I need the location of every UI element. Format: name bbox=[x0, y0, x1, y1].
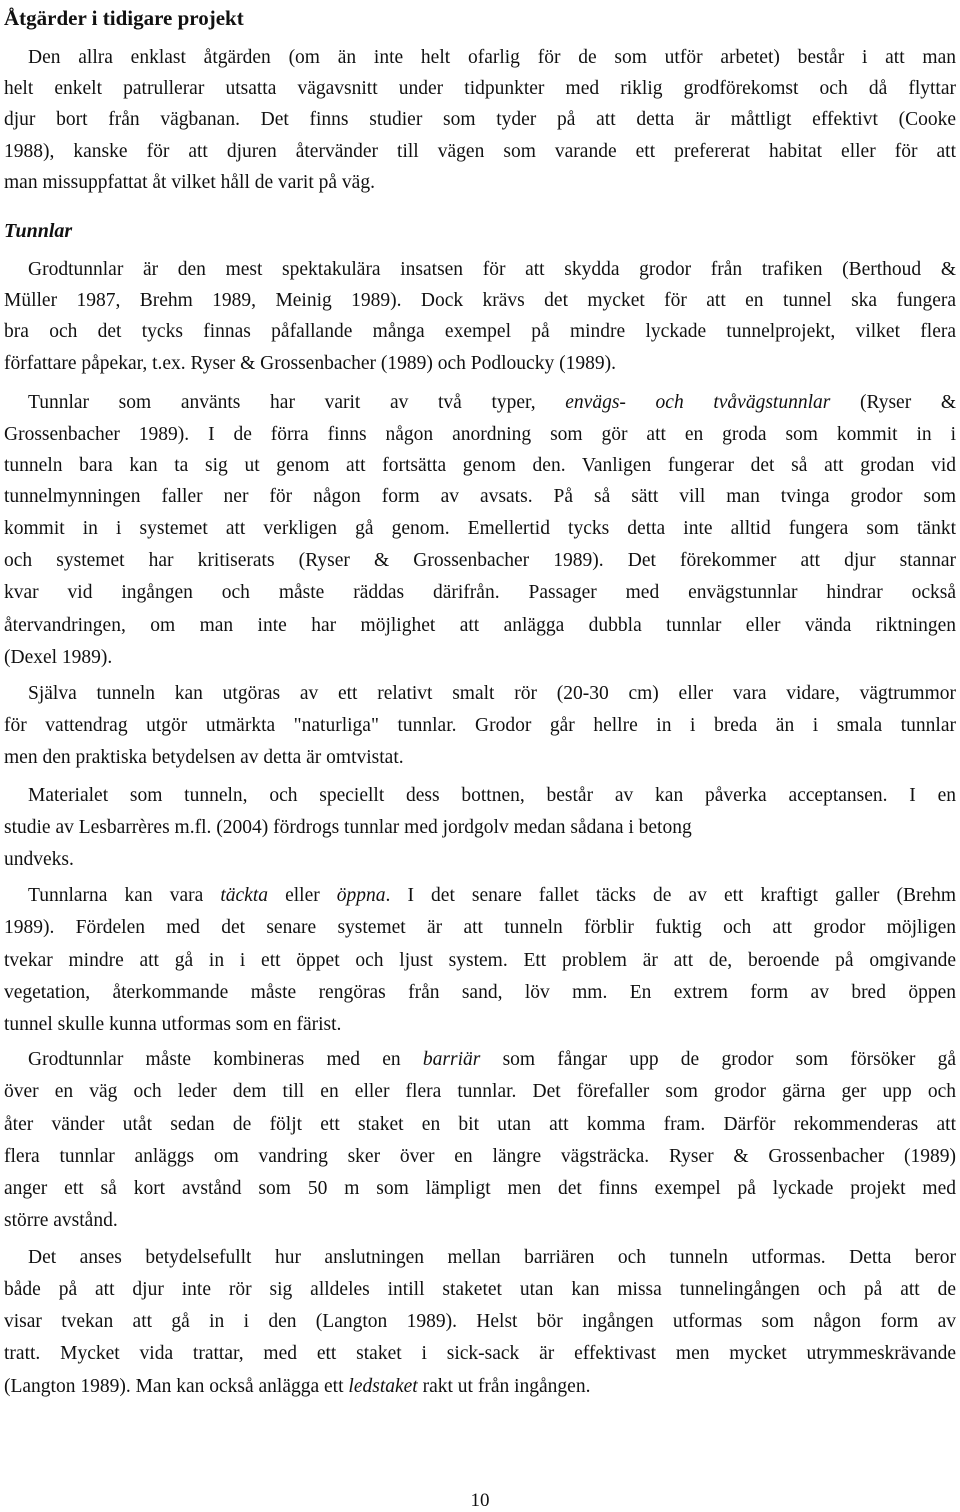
text-run: Grodtunnlar måste kombineras med en bbox=[28, 1049, 423, 1070]
text-run: visar tvekan att gå in i den (Langton 1989). Helst bör ingången utformas som någon form av bbox=[4, 1311, 956, 1332]
text-run: 1989). Fördelen med det senare systemet är att tunneln förblir fuktig och att grodor möjligen bbox=[4, 917, 956, 938]
text-line bbox=[28, 258, 956, 282]
text-line bbox=[28, 391, 956, 415]
text-line bbox=[4, 1310, 956, 1334]
text-run: tvekar mindre att gå in i ett öppet och ljust system. Ett problem är att de, beroende på omgivande bbox=[4, 950, 956, 971]
text-run: tratt. Mycket vida trattar, med ett staket i sick-sack är effektivast men mycket utrymmeskrävande bbox=[4, 1343, 956, 1364]
text-run: återvandringen, om man inte har möjlighet att anlägga dubbla tunnlar eller vända riktningen bbox=[4, 615, 956, 636]
text-run: Tunnlar som använts har varit av två typer, bbox=[28, 392, 566, 413]
text-line bbox=[28, 1048, 956, 1072]
text-run: . I det senare fallet täcks de av ett kraftigt galler (Brehm bbox=[385, 885, 957, 906]
text-run: Materialet som tunneln, och speciellt dess bottnen, består av kan påverka acceptansen. I en bbox=[28, 785, 956, 806]
text-line bbox=[28, 682, 956, 706]
text-line bbox=[4, 1209, 118, 1233]
text-run: kvar vid ingången och måste räddas därifrån. Passager med envägstunnlar hindrar också bbox=[4, 582, 956, 603]
text-line bbox=[4, 714, 956, 738]
text-run: Själva tunneln kan utgöras av ett relativt smalt rör (20-30 cm) eller vara vidare, vägtrummor bbox=[28, 683, 956, 704]
text-line bbox=[4, 981, 956, 1005]
text-line bbox=[28, 884, 956, 908]
text-line bbox=[4, 746, 404, 770]
text-line bbox=[4, 517, 956, 541]
text-run: helt enkelt patrullerar utsatta vägavsnitt under tidpunkter med riklig grodförekomst och då flyttar bbox=[4, 78, 956, 99]
text-line bbox=[4, 916, 956, 940]
text-run: över en väg och leder dem till en eller flera tunnlar. Det förefaller som grodor gärna ger upp och bbox=[4, 1081, 956, 1102]
text-line bbox=[4, 581, 956, 605]
text-line bbox=[4, 77, 956, 101]
text-line bbox=[4, 140, 956, 164]
text-run: och systemet har kritiserats (Ryser & Grossenbacher 1989). Det förekommer att djur stannar bbox=[4, 550, 956, 571]
text-run: Tunnlarna kan vara bbox=[28, 885, 221, 906]
text-run: flera tunnlar anläggs om vandring sker över en längre vägsträcka. Ryser & Grossenbacher (1989) bbox=[4, 1146, 956, 1167]
text-line bbox=[4, 949, 956, 973]
text-line bbox=[4, 352, 616, 376]
text-run: Grodtunnlar är den mest spektakulära insatsen för att skydda grodor från trafiken (Berthoud & bbox=[28, 259, 956, 280]
text-run: för vattendrag utgör utmärkta "naturliga" tunnlar. Grodor går hellre in i breda än i smala tunnlar bbox=[4, 715, 956, 736]
text-run: tunnelmynningen faller ner för någon form av avsats. På så sätt vill man tvinga grodor som bbox=[4, 486, 956, 507]
text-run: som fångar upp de grodor som försöker gå bbox=[480, 1049, 957, 1070]
text-run: 1988), kanske för att djuren återvänder till vägen som varande ett prefererat habitat eller för att bbox=[4, 141, 956, 162]
text-line bbox=[4, 171, 375, 195]
text-line bbox=[4, 1278, 956, 1302]
text-run: författare påpekar, t.ex. Ryser & Grossenbacher (1989) och Podloucky (1989). bbox=[4, 353, 616, 374]
text-line bbox=[4, 1080, 956, 1104]
text-line bbox=[4, 108, 956, 132]
text-run: kommit in i systemet att verkligen gå genom. Emellertid tycks detta inte alltid fungera som tänkt bbox=[4, 518, 956, 539]
text-line bbox=[4, 1145, 956, 1169]
text-run: Den allra enklast åtgärden (om än inte helt ofarlig för de som utför arbetet) består i att man bbox=[28, 47, 956, 68]
text-run: tunneln bara kan ta sig ut genom att fortsätta genom den. Vanligen fungerar det så att grodan vid bbox=[4, 455, 956, 476]
text-run: (Ryser & bbox=[830, 392, 956, 413]
text-run: man missuppfattat åt vilket håll de varit på väg. bbox=[4, 172, 375, 193]
emphasized-term: täckta bbox=[220, 885, 269, 906]
text-line bbox=[4, 816, 692, 840]
text-line bbox=[4, 1177, 956, 1201]
text-line bbox=[4, 423, 956, 447]
emphasized-term: öppna bbox=[336, 885, 386, 906]
emphasized-term: ledstaket bbox=[348, 1376, 418, 1397]
section-heading: Åtgärder i tidigare projekt bbox=[4, 6, 244, 30]
text-run: men den praktiska betydelsen av detta är omtvistat. bbox=[4, 747, 404, 768]
text-run: både på att djur inte rör sig alldeles intill staketet utan kan missa tunnelingången och på att de bbox=[4, 1279, 956, 1300]
text-line bbox=[4, 848, 74, 872]
page-number: 10 bbox=[470, 1490, 490, 1511]
text-line bbox=[4, 549, 956, 573]
emphasized-term: envägs- och tvåvägstunnlar bbox=[565, 392, 831, 413]
text-run: bra och det tycks finnas påfallande många exempel på mindre lyckade tunnelprojekt, vilket flera bbox=[4, 321, 956, 342]
subsection-heading-tunnlar: Tunnlar bbox=[4, 220, 73, 242]
text-line bbox=[4, 1375, 590, 1399]
text-run: större avstånd. bbox=[4, 1210, 118, 1231]
text-run: djur bort från vägbanan. Det finns studier som tyder på att detta är måttligt effektivt (Cooke bbox=[4, 109, 956, 130]
text-line bbox=[4, 320, 956, 344]
text-run: Müller 1987, Brehm 1989, Meinig 1989). Dock krävs det mycket för att en tunnel ska fungera bbox=[4, 290, 956, 311]
text-line bbox=[4, 1342, 956, 1366]
text-run: undveks. bbox=[4, 849, 74, 870]
text-run: (Langton 1989). Man kan också anlägga ett bbox=[4, 1376, 349, 1397]
text-run: anger ett så kort avstånd som 50 m som lämpligt men det finns exempel på lyckade projekt med bbox=[4, 1178, 956, 1199]
emphasized-term: barriär bbox=[422, 1049, 481, 1070]
text-line bbox=[4, 1013, 341, 1037]
text-run: Det anses betydelsefullt hur anslutningen mellan barriären och tunneln utformas. Detta beror bbox=[28, 1247, 956, 1268]
text-run: åter vänder utåt sedan de följt ett staket en bit utan att komma fram. Därför rekommenderas att bbox=[4, 1114, 956, 1135]
text-run: vegetation, återkommande måste rengöras från sand, löv mm. En extrem form av bred öppen bbox=[4, 982, 956, 1003]
text-run: eller bbox=[268, 885, 337, 906]
text-line bbox=[4, 614, 956, 638]
text-line bbox=[4, 289, 956, 313]
text-line bbox=[4, 485, 956, 509]
text-line bbox=[4, 454, 956, 478]
text-run: Grossenbacher 1989). I de förra finns någon anordning som gör att en groda som kommit in i bbox=[4, 424, 956, 445]
text-run: studie av Lesbarrères m.fl. (2004) fördrogs tunnlar med jordgolv medan sådana i betong bbox=[4, 817, 692, 838]
text-line bbox=[4, 646, 112, 670]
text-line bbox=[28, 784, 956, 808]
text-line bbox=[4, 1113, 956, 1137]
text-line bbox=[28, 1246, 956, 1270]
text-line bbox=[28, 46, 956, 70]
text-run: (Dexel 1989). bbox=[4, 647, 113, 668]
text-run: rakt ut från ingången. bbox=[417, 1376, 591, 1397]
text-run: tunnel skulle kunna utformas som en färist. bbox=[4, 1014, 342, 1035]
